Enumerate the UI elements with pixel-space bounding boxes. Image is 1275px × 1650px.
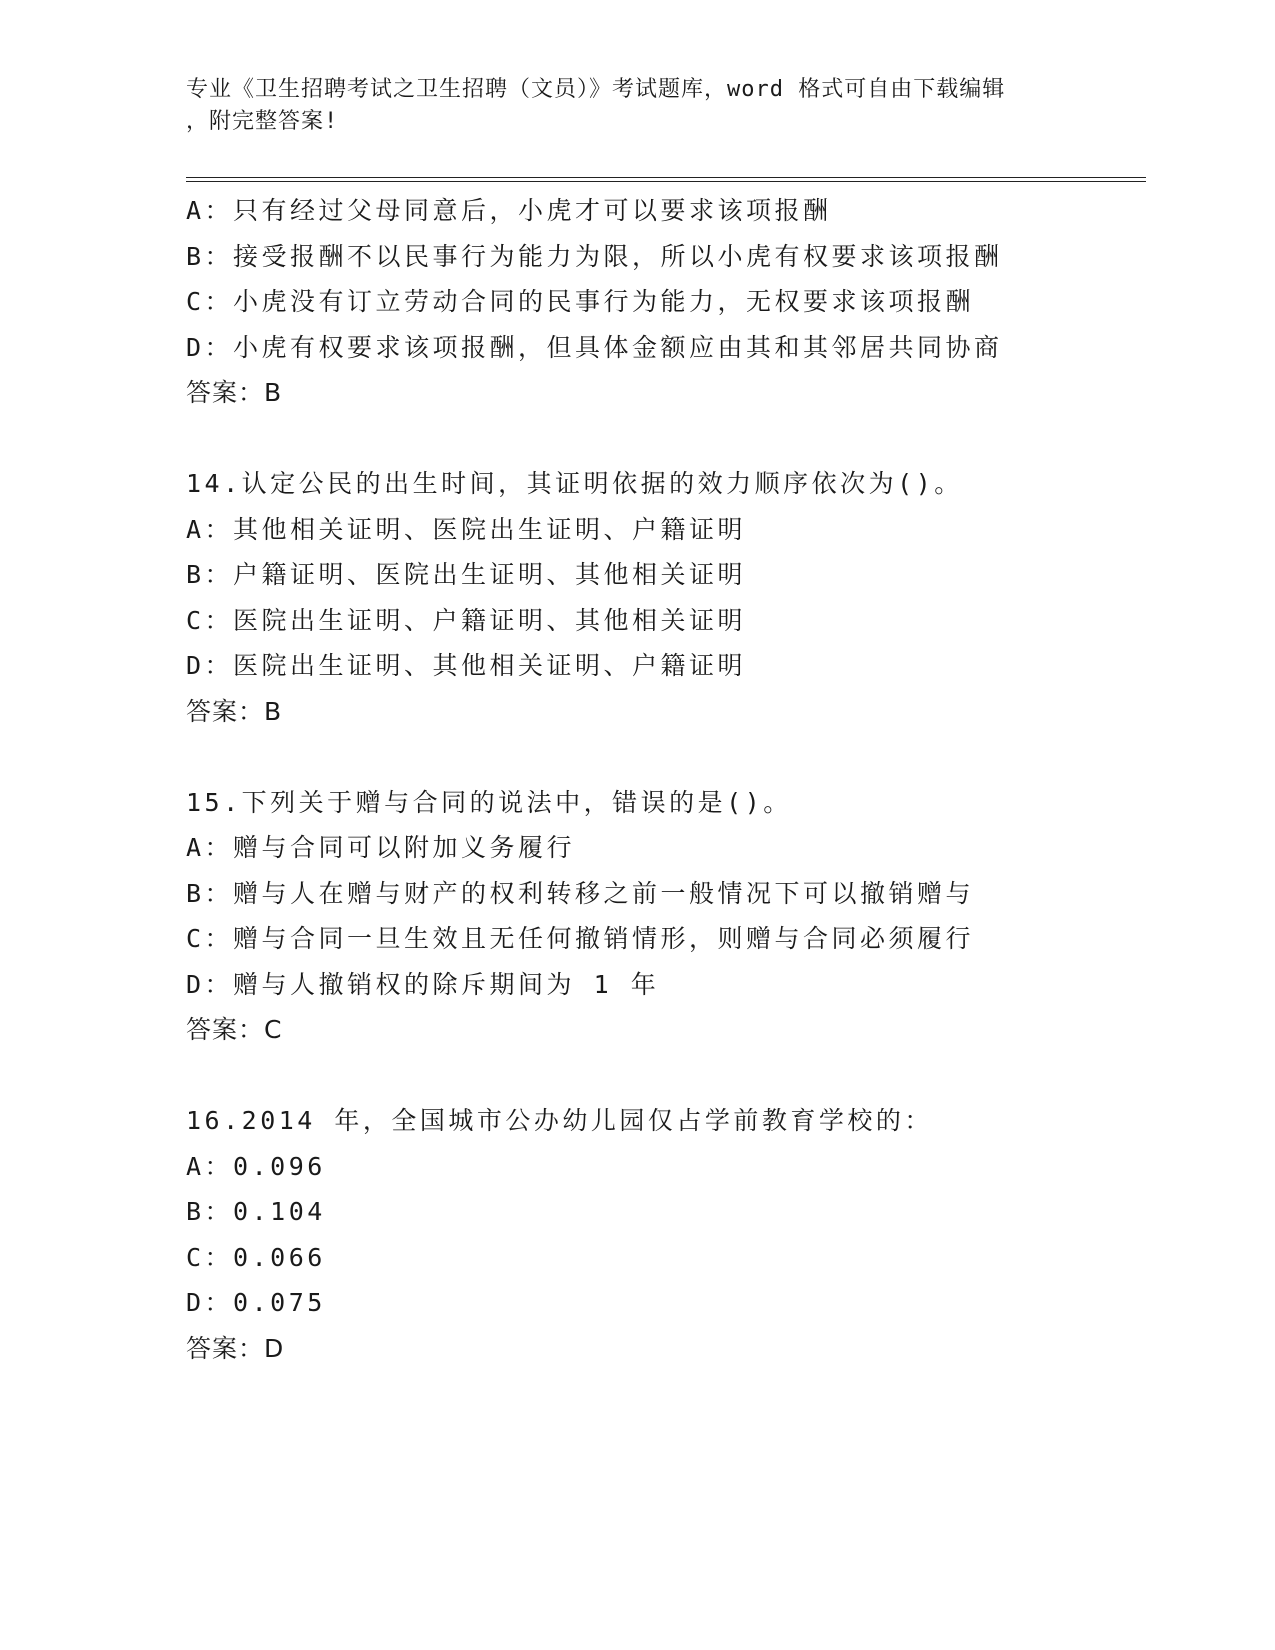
- q15-option-b: B：赠与人在赠与财产的权利转移之前一般情况下可以撤销赠与: [186, 878, 975, 908]
- q16-question: 16.2014 年，全国城市公办幼儿园仅占学前教育学校的：: [186, 1106, 933, 1135]
- header-divider-bottom: [186, 181, 1146, 182]
- q16-option-a: A：0.096: [186, 1151, 326, 1181]
- question-16: [186, 1098, 1146, 1371]
- spacer: [186, 734, 1146, 780]
- q16-answer: 答案：D: [186, 1333, 285, 1363]
- q13-option-a: A：只有经过父母同意后，小虎才可以要求该项报酬: [186, 196, 832, 225]
- q14-answer: 答案：B: [186, 696, 283, 726]
- q13-option-d: D：小虎有权要求该项报酬，但具体金额应由其和其邻居共同协商: [186, 332, 1003, 362]
- spacer: [186, 416, 1146, 462]
- question-15: [186, 780, 1146, 1053]
- q15-option-c: C：赠与合同一旦生效且无任何撤销情形，则赠与合同必须履行: [186, 924, 975, 953]
- spacer: [186, 1053, 1146, 1099]
- q16-option-c: C：0.066: [186, 1242, 326, 1272]
- q16-option-b: B：0.104: [186, 1197, 326, 1226]
- q14-option-c: C：医院出生证明、户籍证明、其他相关证明: [186, 605, 747, 635]
- q16-option-d: D：0.075: [186, 1288, 326, 1317]
- q15-question: 15.下列关于赠与合同的说法中，错误的是()。: [186, 787, 792, 817]
- q15-answer: 答案：C: [186, 1015, 283, 1044]
- q13-answer: 答案：B: [186, 378, 283, 407]
- question-13: [186, 188, 1146, 416]
- document-header: [186, 74, 1076, 138]
- header-line-2: ，附完整答案!: [186, 109, 339, 134]
- q14-option-a: A：其他相关证明、医院出生证明、户籍证明: [186, 514, 747, 544]
- q14-option-b: B：户籍证明、医院出生证明、其他相关证明: [186, 560, 747, 589]
- q14-question: 14.认定公民的出生时间，其证明依据的效力顺序依次为()。: [186, 469, 963, 498]
- q15-option-a: A：赠与合同可以附加义务履行: [186, 833, 576, 862]
- q15-option-d: D：赠与人撤销权的除斥期间为 1 年: [186, 969, 660, 999]
- q13-option-b: B：接受报酬不以民事行为能力为限，所以小虎有权要求该项报酬: [186, 241, 1003, 271]
- header-divider-top: [186, 177, 1146, 178]
- question-14: [186, 461, 1146, 734]
- q14-option-d: D：医院出生证明、其他相关证明、户籍证明: [186, 651, 747, 680]
- question-list: [186, 188, 1146, 1371]
- header-line-1: 专业《卫生招聘考试之卫生招聘（文员）》考试题库，word 格式可自由下载编辑: [186, 77, 1006, 102]
- q13-option-c: C：小虎没有订立劳动合同的民事行为能力，无权要求该项报酬: [186, 287, 975, 316]
